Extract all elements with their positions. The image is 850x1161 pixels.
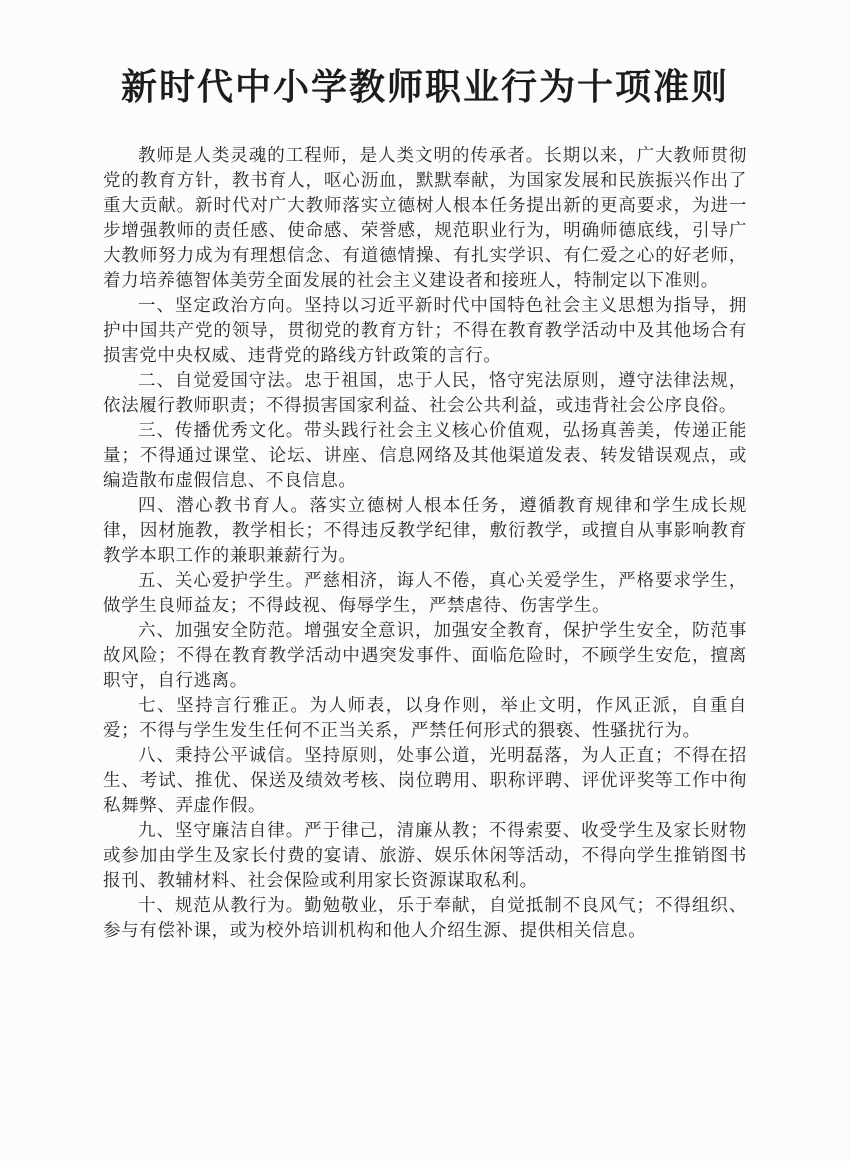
document-paragraph: 五、关心爱护学生。严慈相济，诲人不倦，真心关爱学生，严格要求学生，做学生良师益友；不得歧视、侮辱学生，严禁虐待、伤害学生。	[103, 570, 747, 615]
document-paragraph: 九、坚守廉洁自律。严于律己，清廉从教；不得索要、收受学生及家长财物或参加由学生及家长付费的宴请、旅游、娱乐休闲等活动，不得向学生推销图书报刊、教辅材料、社会保险或利用家长资源谋取私利。	[103, 820, 747, 890]
paragraph-list	[103, 143, 747, 943]
document-paragraph: 七、坚持言行雅正。为人师表，以身作则，举止文明，作风正派，自重自爱；不得与学生发生任何不正当关系，严禁任何形式的猥亵、性骚扰行为。	[103, 695, 747, 740]
document-paragraph: 六、加强安全防范。增强安全意识，加强安全教育，保护学生安全，防范事故风险；不得在教育教学活动中遇突发事件、面临危险时，不顾学生安危，擅离职守，自行逃离。	[103, 620, 747, 690]
document-title: 新时代中小学教师职业行为十项准则	[120, 66, 729, 107]
document-paragraph: 一、坚定政治方向。坚持以习近平新时代中国特色社会主义思想为指导，拥护中国共产党的领导，贯彻党的教育方针；不得在教育教学活动中及其他场合有损害党中央权威、违背党的路线方针政策的言行。	[103, 295, 747, 365]
document-paragraph: 四、潜心教书育人。落实立德树人根本任务，遵循教育规律和学生成长规律，因材施教，教学相长；不得违反教学纪律，敷衍教学，或擅自从事影响教育教学本职工作的兼职兼薪行为。	[103, 495, 747, 565]
document-paragraph: 教师是人类灵魂的工程师，是人类文明的传承者。长期以来，广大教师贯彻党的教育方针，教书育人，呕心沥血，默默奉献，为国家发展和民族振兴作出了重大贡献。新时代对广大教师落实立德树人根本任务提出新的更高要求，为进一步增强教师的责任感、使命感、荣誉感，规范职业行为，明确师德底线，引导广大教师努力成为有理想信念、有道德情操、有扎实学识、有仁爱之心的好老师，着力培养德智体美劳全面发展的社会主义建设者和接班人，特制定以下准则。	[103, 145, 747, 290]
document-paragraph: 八、秉持公平诚信。坚持原则，处事公道，光明磊落，为人正直；不得在招生、考试、推优、保送及绩效考核、岗位聘用、职称评聘、评优评奖等工作中徇私舞弊、弄虚作假。	[103, 745, 747, 815]
document-paragraph: 三、传播优秀文化。带头践行社会主义核心价值观，弘扬真善美，传递正能量；不得通过课堂、论坛、讲座、信息网络及其他渠道发表、转发错误观点，或编造散布虚假信息、不良信息。	[103, 420, 747, 490]
document-paragraph: 十、规范从教行为。勤勉敬业，乐于奉献，自觉抵制不良风气；不得组织、参与有偿补课，或为校外培训机构和他人介绍生源、提供相关信息。	[103, 895, 747, 940]
document-paragraph: 二、自觉爱国守法。忠于祖国，忠于人民，恪守宪法原则，遵守法律法规，依法履行教师职责；不得损害国家利益、社会公共利益，或违背社会公序良俗。	[103, 370, 747, 415]
